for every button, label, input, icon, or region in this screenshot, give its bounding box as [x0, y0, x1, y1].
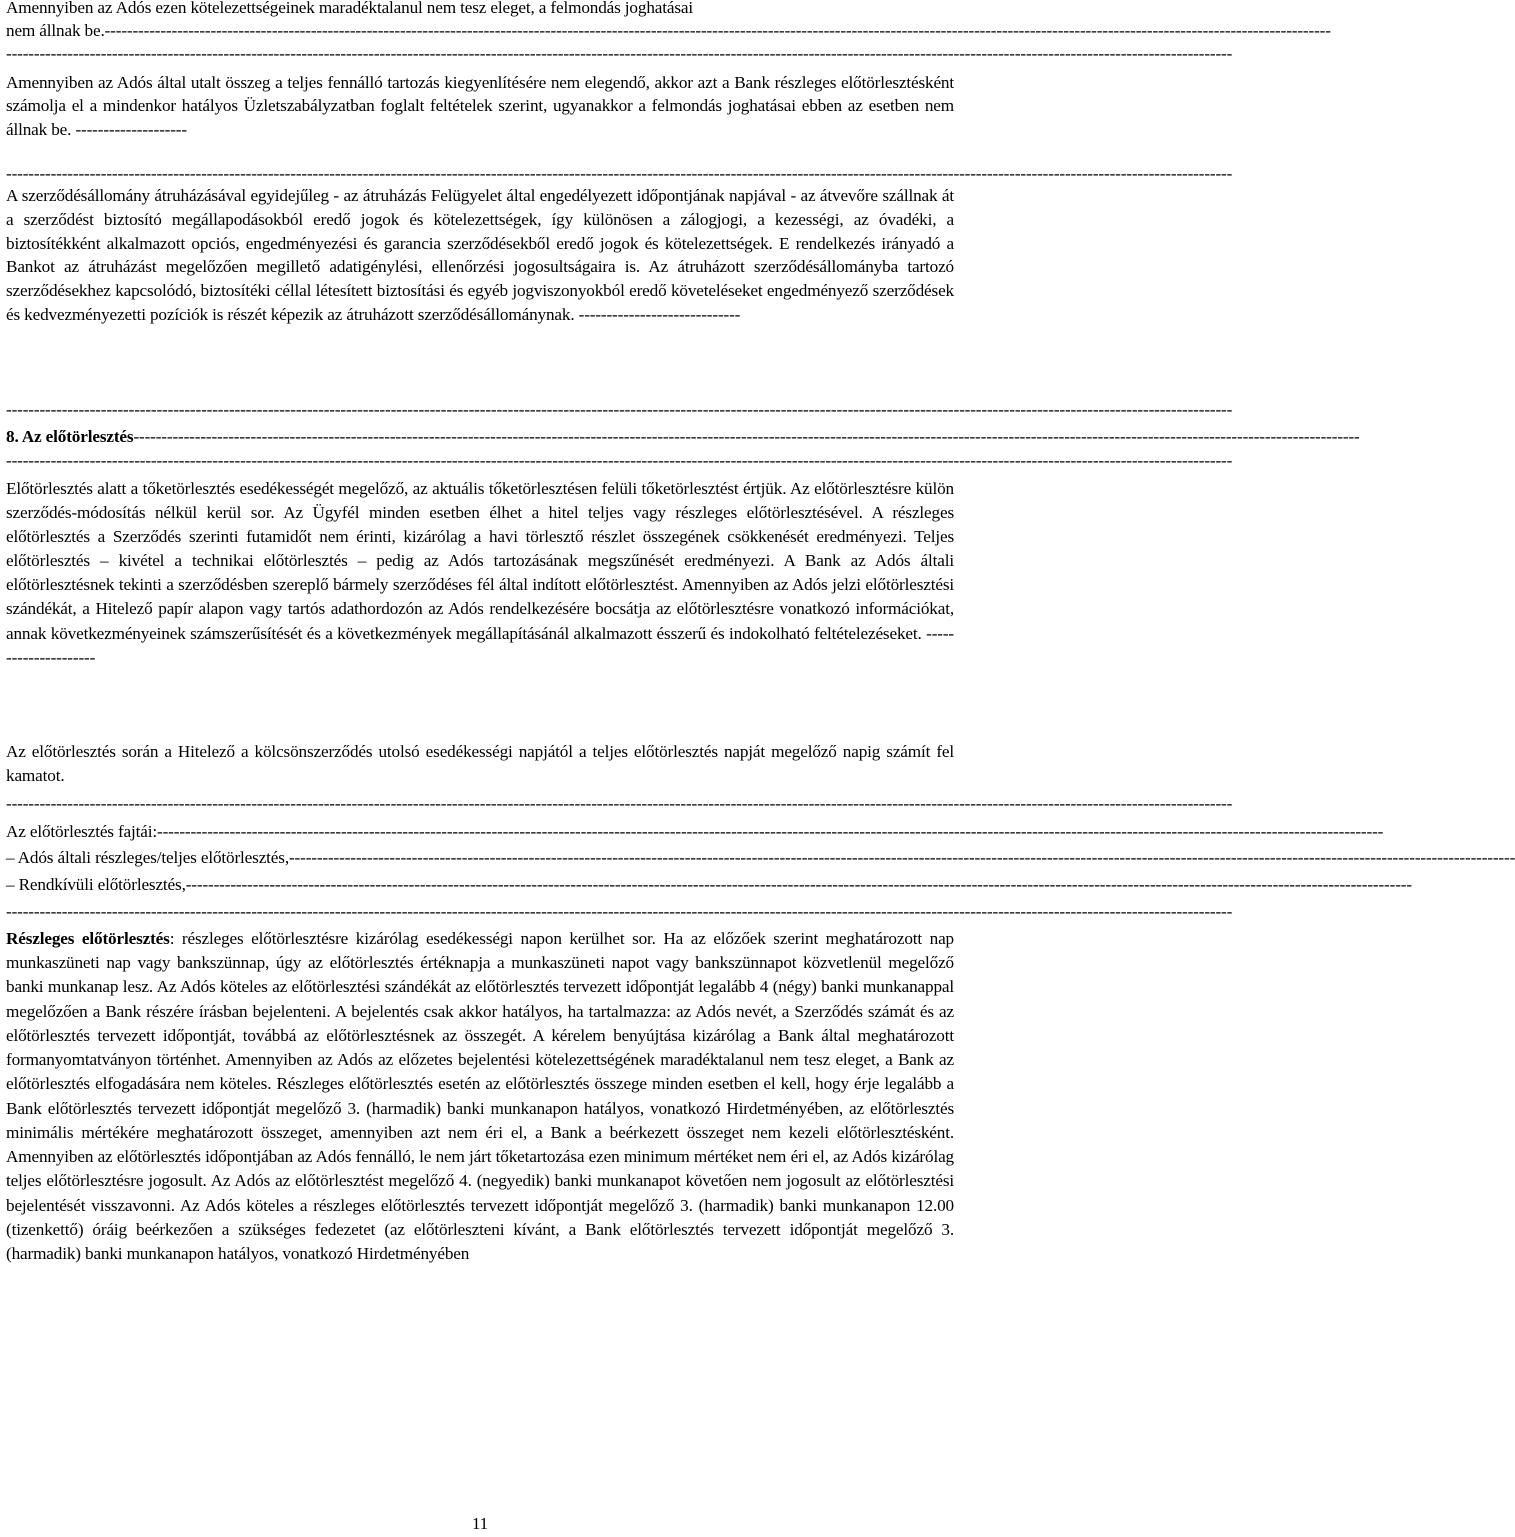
dash-filler: ----------------------------------------------------------------------------------------------------------------------------------------------------------------------------------------------------------------------------: [104, 21, 1331, 40]
text-line: Amennyiben az Adós ezen kötelezettségeinek maradéktalanul nem tesz eleget, a felmondás joghatásai: [6, 0, 693, 17]
list-item: [6, 873, 1412, 896]
text-line: [6, 19, 1331, 42]
dash-line: ----------------------------------------------------------------------------------------------------------------------------------------------------------------------------------------------------------------------------: [6, 44, 1233, 63]
page-number: 11: [471, 1514, 489, 1533]
list-item-text: – Rendkívüli előtörlesztés,: [6, 875, 186, 894]
paragraph-prepayment-definition: [6, 477, 954, 670]
dash-filler: ---------------------: [6, 623, 954, 667]
paragraph-partial-payment: [6, 71, 954, 141]
paragraph-text: Az előtörlesztés során a Hitelező a kölcsönszerződés utolsó esedékességi napjától a teljes előtörlesztés napját megelőző napig számít fel kamatot.: [6, 742, 954, 786]
dash-line: ----------------------------------------------------------------------------------------------------------------------------------------------------------------------------------------------------------------------------: [6, 902, 1233, 921]
dash-filler: --------------------: [71, 119, 187, 139]
section-heading: 8. Az előtörlesztés: [6, 427, 134, 446]
list-item: [6, 846, 1515, 869]
paragraph-text: Előtörlesztés alatt a tőketörlesztés esedékességét megelőző, az aktuális tőketörlesztésen felüli tőketörlesztést értjük. Az előtörlesztésre külön szerződés-módosítás nélkül kerül sor. Az Ügyfél minden esetben élhet a hitel teljes vagy részleges előtörlesztésével. A részleges előtörlesztés a Szerződés szerinti futamidőt nem érinti, kizárólag a havi törlesztő részlet összegének csökkenését eredményezi. Teljes előtörlesztés – kivétel a technikai előtörlesztés – pedig az Adós tartozásának megszűnését eredményezi. A Bank az Adós általi előtörlesztésnek tekinti a szerződésben szereplő bármely szerződéses fél által indított előtörlesztést. Amennyiben az Adós jelzi előtörlesztési szándékát, a Hitelező papír alapon vagy tartós adathordozón az Adós rendelkezésére bocsátja az előtörlesztésre vonatkozó információkat, annak következményeinek számszerűsítését és a következmények megállapításánál alkalmazott ésszerű és indokolható feltételezéseket.: [6, 479, 954, 643]
text-fragment: nem állnak be.: [6, 21, 105, 40]
term-bold: Részleges előtörlesztés: [6, 929, 170, 948]
dash-line: ----------------------------------------------------------------------------------------------------------------------------------------------------------------------------------------------------------------------------: [6, 400, 1233, 419]
paragraph-transfer: [6, 184, 954, 327]
section-heading-line: [6, 425, 1360, 448]
paragraph-text: Amennyiben az Adós által utalt összeg a teljes fennálló tartozás kiegyenlítésére nem elegendő, akkor azt a Bank részleges előtörlesztésként számolja el a mindenkor hatályos Üzletszabályzatban foglalt feltételek szerint, ugyanakkor a felmondás joghatásai ebben az esetben nem állnak be.: [6, 73, 954, 139]
dash-line: ----------------------------------------------------------------------------------------------------------------------------------------------------------------------------------------------------------------------------: [6, 451, 1233, 470]
document-page: [6, 0, 1515, 1537]
dash-line: ----------------------------------------------------------------------------------------------------------------------------------------------------------------------------------------------------------------------------: [6, 794, 1233, 813]
dash-filler: ----------------------------------------------------------------------------------------------------------------------------------------------------------------------------------------------------------------------------: [133, 427, 1360, 446]
paragraph-partial-prepayment: [6, 927, 954, 1266]
types-title-line: [6, 820, 1384, 843]
paragraph-text: : részleges előtörlesztésre kizárólag esedékességi napon kerülhet sor. Ha az előzőek szerint meghatározott nap munkaszüneti nap vagy bankszünnap, úgy az előtörlesztés értéknapja a munkaszüneti napot vagy bankszünnapot közvetlenül megelőző banki munkanap lesz. Az Adós köteles az előtörlesztési szándékát az előtörlesztés tervezett időpontját legalább 4 (négy) banki munkanappal megelőzően a Bank részére írásban bejelenteni. A bejelentés csak akkor hatályos, ha tartalmazza: az Adós nevét, a Szerződés számát és az előtörlesztés tervezett időpontját, továbbá az előtörlesztésnek az összegét. A kérelem benyújtása kizárólag a Bank által meghatározott formanyomtatványon történhet. Amennyiben az Adós az előzetes bejelentési kötelezettségének maradéktalanul nem tesz eleget, a Bank az előtörlesztés elfogadására nem köteles. Részleges előtörlesztés esetén az előtörlesztés összege minden esetben el kell, hogy érje legalább a Bank előtörlesztés tervezett időpontját megelőző 3. (harmadik) banki munkanapon hatályos, vonatkozó Hirdetményében, az előtörlesztés minimális mértékére meghatározott összeget, amennyiben azt nem éri el, a Bank a beérkezett összeget nem kezeli előtörlesztésként. Amennyiben az előtörlesztés időpontjában az Adós fennálló, le nem járt tőketartozása ezen minimum mértéket nem éri el, az Adós kizárólag teljes előtörlesztésre jogosult. Az Adós az előtörlesztést megelőző 4. (negyedik) banki munkanapot követően nem jogosult az előtörlesztési bejelentését visszavonni. Az Adós köteles a részleges előtörlesztés tervezett időpontját megelőző 3. (harmadik) banki munkanapon 12.00 (tizenkettő) óráig beérkezően a szükséges fedezetet (az előtörleszteni kívánt, a Bank előtörlesztés tervezett időpontját megelőző 3. (harmadik) banki munkanapon hatályos, vonatkozó Hirdetményében: [6, 929, 954, 1264]
paragraph-interest: [6, 740, 954, 788]
dash-filler: ----------------------------------------------------------------------------------------------------------------------------------------------------------------------------------------------------------------------------: [157, 822, 1384, 841]
list-item-text: – Adós általi részleges/teljes előtörlesztés,: [6, 848, 289, 867]
dash-filler: ----------------------------------------------------------------------------------------------------------------------------------------------------------------------------------------------------------------------------: [185, 875, 1412, 894]
dash-line: ----------------------------------------------------------------------------------------------------------------------------------------------------------------------------------------------------------------------------: [6, 164, 1233, 183]
dash-filler: ----------------------------------------------------------------------------------------------------------------------------------------------------------------------------------------------------------------------------: [288, 848, 1515, 867]
types-title: Az előtörlesztés fajtái:: [6, 822, 158, 841]
dash-filler: -----------------------------: [574, 304, 741, 324]
paragraph-text: A szerződésállomány átruházásával egyidejűleg - az átruházás Felügyelet által engedélyezett időpontjának napjával - az átvevőre szállnak át a szerződést biztosító megállapodásokból eredő jogok és kötelezettségek, így különösen a zálogjogi, a kezességi, az óvadéki, a biztosítékként alkalmazott opciós, engedményezési és garancia szerződésekből eredő jogok és kötelezettségek. E rendelkezés irányadó a Bankot az átruházást megelőzően megillető adatigénylési, ellenőrzési jogosultságaira is. Az átruházott szerződésállományba tartozó szerződésekhez kapcsolódó, biztosítéki céllal létesített biztosítási és egyéb jogviszonyokból eredő követeléseket engedményező szerződések és kedvezményezetti pozíciók is részét képezik az átruházott szerződésállománynak.: [6, 186, 954, 324]
